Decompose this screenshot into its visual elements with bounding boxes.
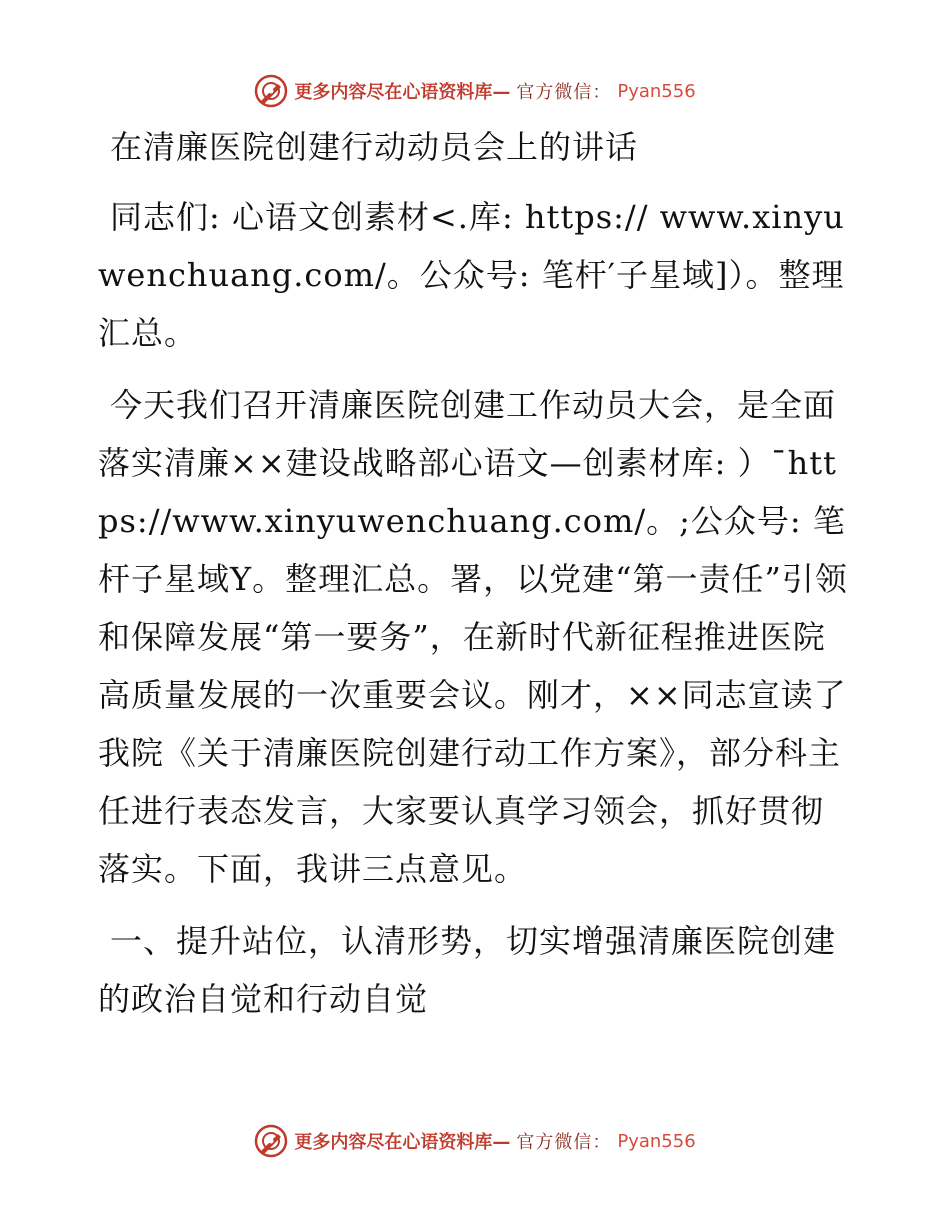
document-body — [98, 118, 850, 1028]
pen-logo-icon — [254, 74, 288, 108]
footer-banner — [0, 1124, 950, 1158]
pen-logo-icon — [254, 1124, 288, 1158]
footer-wechat-id: Pyan556 — [617, 1130, 696, 1152]
header-wechat-id: Pyan556 — [617, 80, 696, 102]
header-banner — [0, 74, 950, 108]
footer-slogan: 更多内容尽在心语资料库— — [294, 1132, 511, 1153]
paragraph-opening: 今天我们召开清廉医院创建工作动员大会，是全面落实清廉××建设战略部心语文—创素材库: ）¯https://www.xinyuwenchuang.com/。;公众号: 笔杆子星域Y。整理汇总。署，以党建“第一责任”引领和保障发展“第一要务”，在新时代新征程推进医院高质量发展的一次重要会议。刚才，××同志宣读了我院《关于清廉医院创建行动工作方案》，部分科主任进行表态发言，大家要认真学习领会，抓好贯彻落实。下面，我讲三点意见。 — [98, 386, 848, 888]
header-slogan: 更多内容尽在心语资料库— — [294, 82, 511, 103]
document-title: 在清廉医院创建行动动员会上的讲话 — [110, 128, 639, 166]
section-heading-1: 一、提升站位，认清形势，切实增强清廉医院创建的政治自觉和行动自觉 — [98, 922, 837, 1018]
footer-official-label: 官方微信： — [516, 1132, 612, 1153]
paragraph-greeting: 同志们: 心语文创素材<.库: https:// www.xinyuwenchuang.com/。公众号: 笔杆′子星域]）。整理汇总。 — [98, 198, 845, 352]
header-official-label: 官方微信： — [516, 82, 612, 103]
